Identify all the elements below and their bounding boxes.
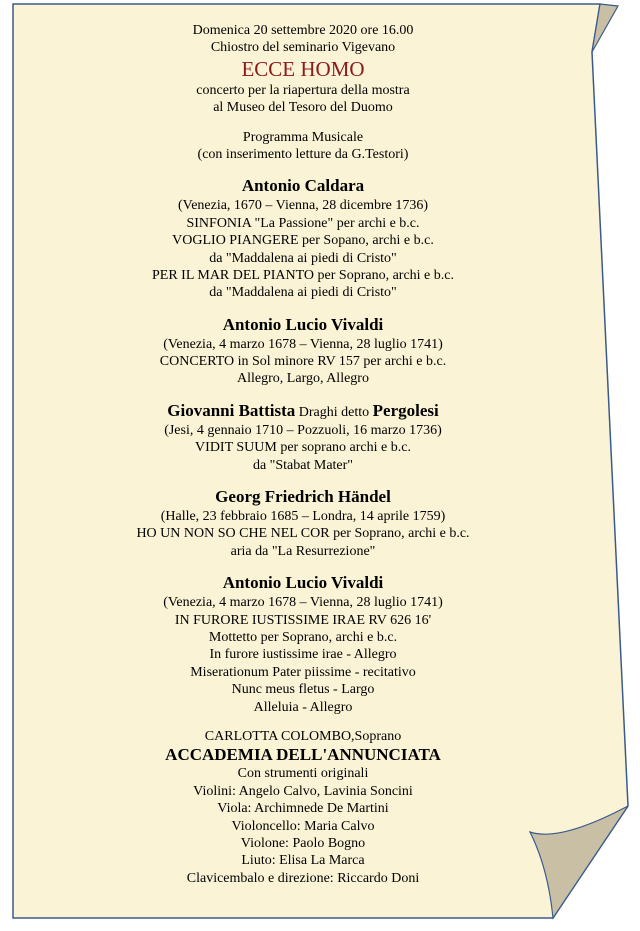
piece-line: HO UN NON SO CHE NEL COR per Soprano, archi e b.c. <box>136 526 470 542</box>
piece-line: SINFONIA "La Passione" per archi e b.c. <box>186 215 420 231</box>
piece-line: aria da "La Resurrezione" <box>230 543 376 559</box>
composer-dates: (Venezia, 4 marzo 1678 – Vienna, 28 luglio 1741) <box>163 336 443 352</box>
performer-line: Con strumenti originali <box>237 766 369 782</box>
performer-line: Clavicembalo e direzione: Riccardo Doni <box>186 870 420 886</box>
piece-line: Nunc meus fletus - Largo <box>231 682 375 698</box>
composer-dates: (Jesi, 4 gennaio 1710 – Pozzuoli, 16 marzo 1736) <box>164 422 442 438</box>
composer-dates: (Venezia, 1670 – Vienna, 28 dicembre 1736) <box>177 198 429 214</box>
composer-name: Antonio Caldara <box>241 176 365 196</box>
composer-name <box>110 400 496 422</box>
piece-line: In furore iustissime irae - Allegro <box>209 647 397 663</box>
date-line: Domenica 20 settembre 2020 ore 16.00 <box>192 23 414 38</box>
ensemble-name: ACCADEMIA DELL'ANNUNCIATA <box>165 745 441 765</box>
composer-name-part: Pergolesi <box>372 400 439 420</box>
composer-name: Georg Friedrich Händel <box>215 487 391 507</box>
piece-line: IN FURORE IUSTISSIME IRAE RV 626 16' <box>174 612 432 628</box>
concert-title: ECCE HOMO <box>241 56 365 81</box>
piece-line: VIDIT SUUM per soprano archi e b.c. <box>195 440 411 456</box>
piece-line: da "Maddalena ai piedi di Cristo" <box>209 250 397 266</box>
piece-line: PER IL MAR DEL PIANTO per Soprano, archi e b.c. <box>152 267 454 283</box>
performer-line: Violini: Angelo Calvo, Lavinia Soncini <box>193 783 413 799</box>
performer-line: Viola: Archimnede De Martini <box>217 801 389 817</box>
soloist-line: CARLOTTA COLOMBO,Soprano <box>204 728 402 744</box>
piece-line: CONCERTO in Sol minore RV 157 per archi e b.c. <box>159 354 447 370</box>
composer-name: Antonio Lucio Vivaldi <box>222 314 384 334</box>
piece-line: Alleluia - Allegro <box>253 699 353 715</box>
composer-dates: (Venezia, 4 marzo 1678 – Vienna, 28 luglio 1741) <box>163 595 443 611</box>
piece-line: VOGLIO PIANGERE per Sopano, archi e b.c. <box>172 233 434 249</box>
composer-name: Antonio Lucio Vivaldi <box>222 573 384 593</box>
piece-line: Miserationum Pater piissime - recitativo <box>190 664 416 680</box>
programme-note: (con inserimento letture da G.Testori) <box>197 146 409 162</box>
piece-line: Allegro, Largo, Allegro <box>237 371 369 387</box>
performer-line: Liuto: Elisa La Marca <box>241 853 365 869</box>
composer-name-part: Giovanni Battista <box>167 400 296 420</box>
venue-line: Chiostro del seminario Vigevano <box>210 40 396 56</box>
subtitle-line-1: concerto per la riapertura della mostra <box>196 82 410 98</box>
piece-line: da "Stabat Mater" <box>252 457 354 473</box>
performer-line: Violone: Paolo Bogno <box>240 835 366 851</box>
composer-name-part: Draghi detto <box>295 404 373 420</box>
performer-line: Violoncello: Maria Calvo <box>231 818 375 834</box>
subtitle-line-2: al Museo del Tesoro del Duomo <box>213 100 393 116</box>
composer-dates: (Halle, 23 febbraio 1685 – Londra, 14 aprile 1759) <box>160 509 446 525</box>
piece-line: da "Maddalena ai piedi di Cristo" <box>209 285 397 301</box>
programme-heading: Programma Musicale <box>242 129 364 145</box>
concert-programme <box>110 22 496 887</box>
piece-line: Mottetto per Soprano, archi e b.c. <box>208 629 398 645</box>
